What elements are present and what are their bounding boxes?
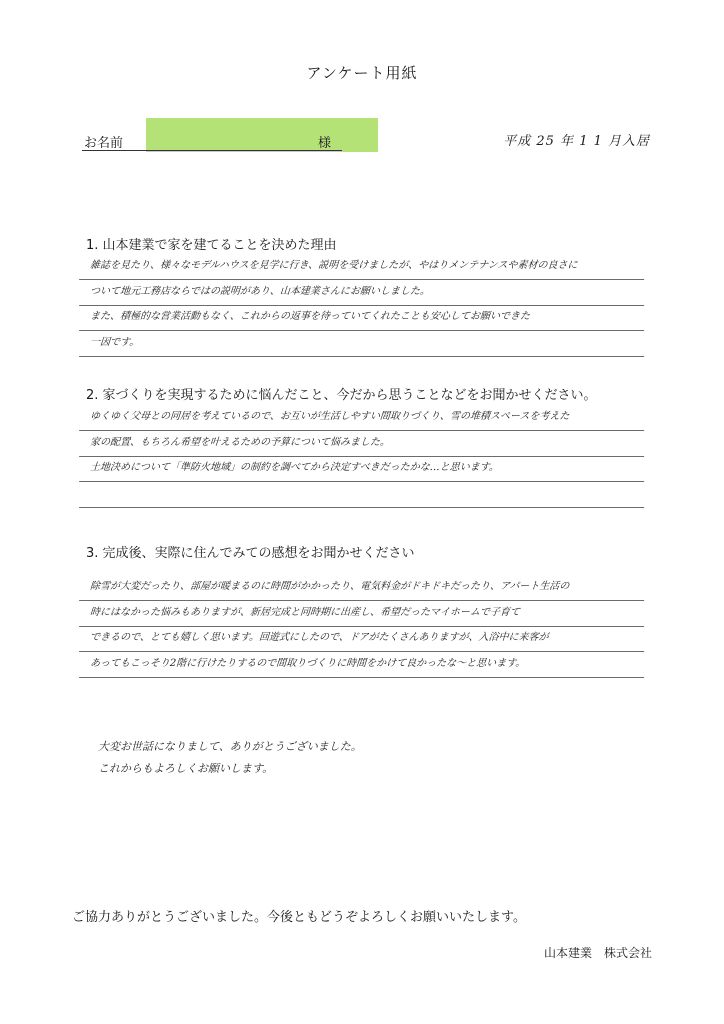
question-1-title: 1. 山本建業で家を建てることを決めた理由 bbox=[86, 238, 337, 253]
company-name: 山本建業 株式会社 bbox=[543, 946, 652, 960]
question-1-answer bbox=[80, 254, 645, 356]
thanks-message: ご協力ありがとうございました。今後ともどうぞよろしくお願いいたします。 bbox=[72, 910, 526, 925]
closing-note-line: 大変お世話になりまして、ありがとうございました。 bbox=[98, 740, 362, 753]
answer-line: また、積極的な営業活動もなく、これからの返事を待っていてくれたことも安心してお願いできた bbox=[79, 305, 646, 331]
answer-line: 除雪が大変だったり、部屋が暖まるのに時間がかかったり、電気料金がドキドキだったり、アパート生活の bbox=[79, 575, 646, 601]
closing-note-line: これからもよろしくお願いします。 bbox=[98, 762, 274, 775]
name-underline bbox=[82, 150, 342, 151]
answer-line: 時にはなかった悩みもありますが、新居完成と同時期に出産し、希望だったマイホームで子育て bbox=[79, 601, 646, 627]
name-suffix: 様 bbox=[318, 136, 332, 151]
answer-line: 家の配置、もちろん希望を叶えるための予算について悩みました。 bbox=[79, 431, 646, 457]
name-redaction bbox=[146, 118, 378, 152]
answer-line: 土地決めについて「準防火地域」の制約を調べてから決定すべきだったかな…と思います。 bbox=[79, 456, 646, 482]
answer-line: あってもこっそり2階に行けたりするので間取りづくりに時間をかけて良かったな〜と思います。 bbox=[79, 652, 646, 678]
question-2-title: 2. 家づくりを実現するために悩んだこと、今だから思うことなどをお聞かせください。 bbox=[86, 388, 597, 403]
name-label: お名前 bbox=[84, 136, 124, 151]
answer-line: ついて地元工務店ならではの説明があり、山本建業さんにお願いしました。 bbox=[79, 280, 646, 306]
form-title: アンケート用紙 bbox=[306, 64, 418, 82]
question-3-title: 3. 完成後、実際に住んでみての感想をお聞かせください bbox=[86, 546, 415, 561]
answer-line: ゆくゆく父母との同居を考えているので、お互いが生活しやすい間取りづくり、雪の堆積スペースを考えた bbox=[79, 405, 646, 431]
question-3-answer bbox=[80, 575, 645, 677]
move-in-date: 平成 25 年 1 1 月入居 bbox=[503, 134, 650, 149]
answer-line: 雑誌を見たり、様々なモデルハウスを見学に行き、説明を受けましたが、やはりメンテナンスや素材の良さに bbox=[79, 254, 646, 280]
question-2-answer bbox=[80, 405, 645, 507]
answer-line: 一因です。 bbox=[79, 331, 646, 357]
answer-line bbox=[79, 482, 646, 508]
answer-line: できるので、とても嬉しく思います。回遊式にしたので、ドアがたくさんありますが、入浴中に来客が bbox=[79, 626, 646, 652]
